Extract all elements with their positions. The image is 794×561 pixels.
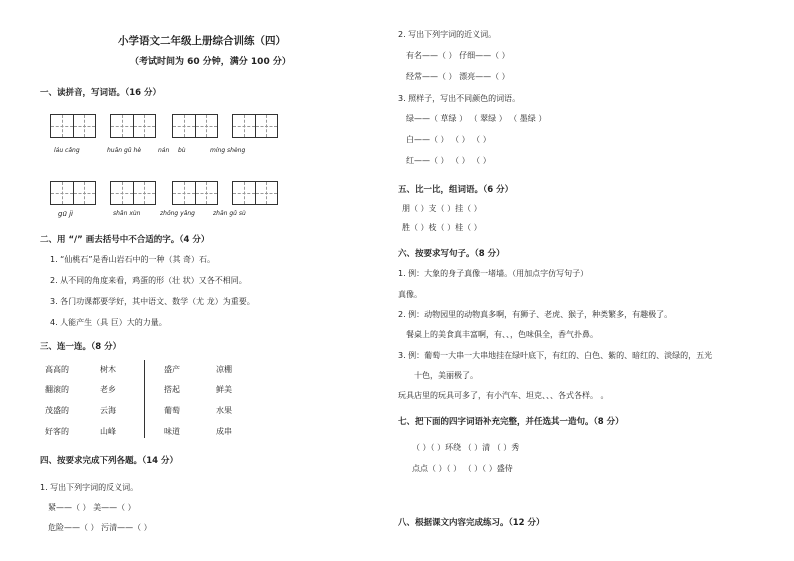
section-4-title: 四、按要求完成下列各题。（14 分）	[40, 456, 179, 466]
pinyin: nán	[158, 147, 170, 154]
pinyin: míng shèng	[210, 147, 246, 154]
writing-grid[interactable]	[232, 114, 278, 138]
writing-grid[interactable]	[172, 181, 218, 205]
sentence-line: 十色，美丽极了。	[414, 371, 478, 380]
sentence-line: 3. 例：葡萄一大串一大串地挂在绿叶底下，有红的、白色、紫的、暗红的、淡绿的，五光	[398, 351, 713, 360]
match-word[interactable]: 树木	[100, 365, 116, 374]
pinyin: huān gǔ hè	[107, 147, 142, 154]
question-item: 2. 写出下列字词的近义词。	[398, 30, 497, 39]
sentence-line: 玩具店里的玩具可多了，有小汽车、坦克、、、各式各样。 。	[398, 391, 609, 400]
pinyin: shǎn xùn	[113, 210, 141, 217]
color-line: 红——（ ） （ ） （ ）	[406, 156, 491, 165]
section-2-title: 二、用 “/” 画去括号中不合适的字。（4 分）	[40, 235, 210, 245]
question-item: 2. 从不同的角度来看，鸡蛋的形（壮 状）又各不相同。	[50, 276, 247, 285]
writing-grid[interactable]	[110, 181, 156, 205]
writing-grid[interactable]	[50, 114, 96, 138]
question-item: 1. “仙桃石”是香山岩石中的一种（其 奇）石。	[50, 255, 216, 264]
column-divider	[144, 360, 145, 438]
sentence-line: 2. 例：动物园里的动物真多啊，有狮子、老虎、猴子，种类繁多，有趣极了。	[398, 310, 673, 319]
section-3-title: 三、连一连。（8 分）	[40, 342, 122, 352]
color-line: 白——（ ） （ ） （ ）	[406, 135, 491, 144]
section-6-title: 六、按要求写句子。（8 分）	[398, 249, 505, 259]
synonym-line: 经常——（ ） 漂亮——（ ）	[406, 72, 510, 81]
match-word[interactable]: 味道	[164, 427, 180, 436]
match-word[interactable]: 好客的	[45, 427, 69, 436]
question-item: 4. 人能产生（具 巨）大的力量。	[50, 318, 167, 327]
idiom-line: 点点（ ）（ ） （ ）（ ）盛侍	[412, 464, 513, 473]
question-item: 1. 写出下列字词的反义词。	[40, 483, 139, 492]
sentence-line: 餐桌上的美食真丰富啊，有、、，色味俱全，香气扑鼻。	[406, 330, 598, 339]
match-word[interactable]: 成串	[216, 427, 232, 436]
question-item: 3. 各门功课都要学好，其中语文、数学（尤 龙）为重要。	[50, 297, 255, 306]
match-word[interactable]: 山峰	[100, 427, 116, 436]
pinyin: bù	[178, 147, 186, 154]
section-7-title: 七、把下面的四字词语补充完整，并任选其一造句。（8 分）	[398, 417, 624, 427]
compare-line: 胜（ ）枝（ ）桂（ ）	[402, 223, 482, 232]
pinyin: zhǒng yǎng	[160, 210, 195, 217]
match-word[interactable]: 葡萄	[164, 406, 180, 415]
section-5-title: 五、比一比，组词语。（6 分）	[398, 185, 514, 195]
section-8-title: 八、根据课文内容完成练习。（12 分）	[398, 518, 545, 528]
writing-grid[interactable]	[110, 114, 156, 138]
antonym-line: 紧——（ ） 美——（ ）	[48, 503, 136, 512]
match-word[interactable]: 凉棚	[216, 365, 232, 374]
antonym-line: 危险——（ ） 污清——（ ）	[48, 523, 152, 532]
writing-grid[interactable]	[50, 181, 96, 205]
pinyin: gū jì	[58, 210, 73, 218]
match-word[interactable]: 翻滚的	[45, 385, 69, 394]
exam-subtitle: （考试时间为 60 分钟，满分 100 分）	[130, 57, 291, 67]
match-word[interactable]: 茂盛的	[45, 406, 69, 415]
synonym-line: 有名——（ ） 仔细——（ ）	[406, 51, 510, 60]
match-word[interactable]: 老乡	[100, 385, 116, 394]
match-word[interactable]: 水果	[216, 406, 232, 415]
pinyin: zhān gǔ sù	[213, 210, 246, 217]
page-title: 小学语文二年级上册综合训练（四）	[118, 35, 286, 47]
pinyin: láu cǎng	[54, 147, 80, 154]
sentence-line: 1. 例：大象的身子真像一堵墙。（用加点字仿写句子）	[398, 269, 589, 278]
match-word[interactable]: 盛产	[164, 365, 180, 374]
writing-grid[interactable]	[232, 181, 278, 205]
match-word[interactable]: 云海	[100, 406, 116, 415]
sentence-line: 真像。	[398, 290, 422, 299]
section-1-title: 一、读拼音，写词语。（16 分）	[40, 88, 162, 98]
match-word[interactable]: 鲜美	[216, 385, 232, 394]
compare-line: 朋（ ）支（ ）挂（ ）	[402, 204, 482, 213]
match-word[interactable]: 搭起	[164, 385, 180, 394]
color-line: 绿——（ 草绿 ） （ 翠绿 ） （ 墨绿 ）	[406, 114, 547, 123]
question-item: 3. 照样子，写出不同颜色的词语。	[398, 94, 521, 103]
idiom-line: （ ）（ ）环绕 （ ）清 （ ）秀	[412, 443, 520, 452]
writing-grid[interactable]	[172, 114, 218, 138]
match-word[interactable]: 高高的	[45, 365, 69, 374]
